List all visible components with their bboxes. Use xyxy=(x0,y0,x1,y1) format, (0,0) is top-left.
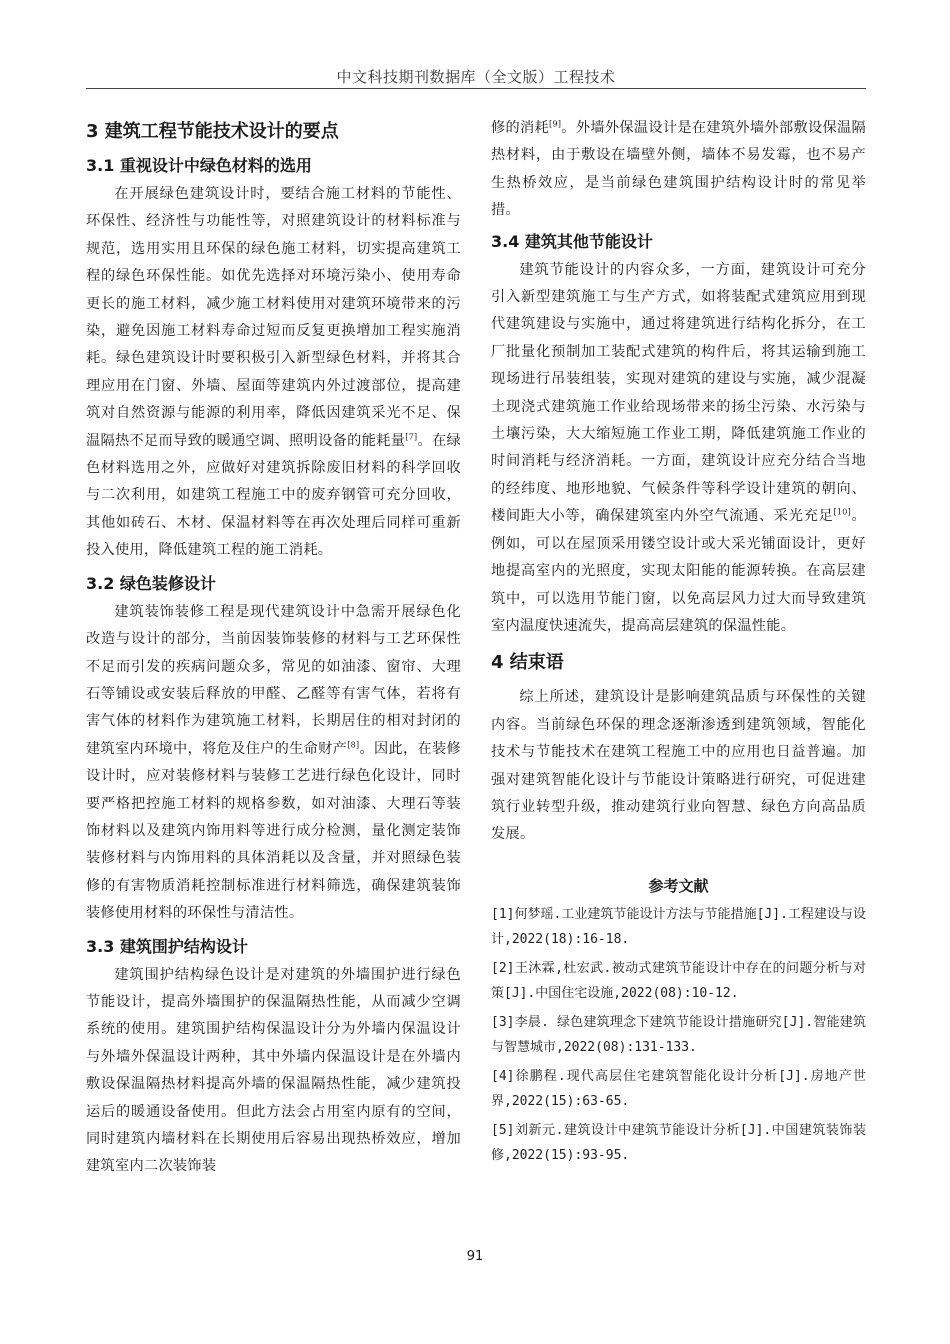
page-number: 91 xyxy=(466,1249,484,1264)
conclusion-paragraph: 综上所述，建筑设计是影响建筑品质与环保性的关键内容。当前绿色环保的理念逐渐渗透到建筑领域，智能化技术与节能技术在建筑工程施工中的应用也日益普遍。加强对建筑智能化设计与节能设计策略进行研究，可促进建筑行业转型升级，推动建筑行业向智慧、绿色方向高品质发展。 xyxy=(491,689,866,843)
section-3-4-text-b: 。例如，可以在屋顶采用镂空设计或大采光铺面设计，更好地提高室内的光照度，实现太阳能的能源转换。在高层建筑中，可以选用节能门窗，以免高层风力过大而导致建筑室内温度快速流失，提高高层建筑的保温性能。 xyxy=(491,508,866,634)
section-3-3-cont-text-a: 修的消耗 xyxy=(491,120,550,136)
citation-7: [7] xyxy=(405,431,418,441)
citation-10: [10] xyxy=(833,507,852,517)
section-3-2-text-a: 建筑装饰装修工程是现代建筑设计中急需开展绿色化改造与设计的部分，当前因装饰装修的材料与工艺环保性不足而引发的疾病问题众多，常见的如油漆、窗帘、大理石等铺设或安装后释放的甲醛、乙醛等有害气体，若将有害气体的材料作为建筑施工材料，长期居住的相对封闭的建筑室内环境中，将危及住户的生命财产 xyxy=(86,603,461,757)
citation-9: [9] xyxy=(549,119,562,129)
reference-item: [1]何梦瑶.工业建筑节能设计方法与节能措施[J].工程建设与设计,2022(18):16-18. xyxy=(491,906,866,947)
section-3-heading: 3 建筑工程节能技术设计的要点 xyxy=(86,121,339,142)
section-4-heading: 4 结束语 xyxy=(491,652,564,674)
reference-item: [2]王沐霖,杜宏武.被动式建筑节能设计中存在的问题分析与对策[J].中国住宅设施,2022(08):10-12. xyxy=(491,960,866,1001)
section-3-3-cont-text-b: 。外墙外保温设计是在建筑外墙外部敷设保温隔热材料，由于敷设在墙壁外侧，墙体不易发霉，也不易产生热桥效应，是当前绿色建筑围护结构设计时的常见举措。 xyxy=(491,120,866,219)
section-3-1-paragraph xyxy=(86,181,461,565)
section-3-3-heading: 3.3 建筑围护结构设计 xyxy=(86,936,248,956)
section-3-4-heading: 3.4 建筑其他节能设计 xyxy=(491,231,653,251)
section-3-3-continued-paragraph xyxy=(491,115,866,225)
citation-8: [8] xyxy=(347,739,360,749)
section-3-2-text-b: 。因此，在装修设计时，应对装修材料与装修工艺进行绿色化设计，同时要严格把控施工材料的规格参数，如对油漆、大理石等装饰材料以及建筑内饰用料等进行成分检测，量化测定装饰装修材料与内饰用料的具体消耗以及含量，并对照绿色装修的有害物质消耗控制标准进行材料筛选，确保建筑装饰装修使用材料的环保性与清洁性。 xyxy=(86,740,461,922)
section-3-2-paragraph xyxy=(86,599,461,928)
reference-item: [5]刘新元.建筑设计中建筑节能设计分析[J].中国建筑装饰装修,2022(15):93-95. xyxy=(491,1122,866,1163)
running-header: 中文科技期刊数据库（全文版）工程技术 xyxy=(336,68,616,86)
section-3-2-heading: 3.2 绿色装修设计 xyxy=(86,573,216,593)
reference-item: [3]李晨. 绿色建筑理念下建筑节能设计措施研究[J].智能建筑与智慧城市,2022(08):131-133. xyxy=(491,1014,866,1055)
section-3-4-text-a: 建筑节能设计的内容众多，一方面，建筑设计可充分引入新型建筑施工与生产方式，如将装配式建筑应用到现代建筑建设与实施中，通过将建筑进行结构化拆分，在工厂批量化预制加工装配式建筑的构件后，将其运输到施工现场进行吊装组装，实现对建筑的建设与实施，减少混凝土现浇式建筑施工作业给现场带来的扬尘污染、水污染与土壤污染，大大缩短施工作业工期，降低建筑施工作业的时间消耗与经济消耗。一方面，建筑设计应充分结合当地的经纬度、地形地貌、气候条件等科学设计建筑的朝向、楼间距大小等，确保建筑室内外空气流通、采光充足 xyxy=(491,261,866,525)
section-3-1-heading: 3.1 重视设计中绿色材料的选用 xyxy=(86,156,312,175)
header-rule xyxy=(86,88,866,89)
references-list xyxy=(491,902,866,1168)
left-column xyxy=(86,115,461,1181)
section-3-3-paragraph: 建筑围护结构绿色设计是对建筑的外墙围护进行绿色节能设计，提高外墙围护的保温隔热性能，从而减少空调系统的使用。建筑围护结构保温设计分为外墙内保温设计与外墙外保温设计两种，其中外墙内保温设计是在外墙内敷设保温隔热材料提高外墙的保温隔热性能，减少建筑投运后的暖通设备使用。但此方法会占用室内原有的空间，同时建筑内墙材料在长期使用后容易出现热桥效应，增加建筑室内二次装饰装 xyxy=(86,966,461,1175)
references-heading: 参考文献 xyxy=(648,876,709,895)
section-3-4-paragraph xyxy=(491,257,866,641)
section-3-1-text-b: 。在绿色材料选用之外，应做好对建筑拆除废旧材料的科学回收与二次利用，如建筑工程施工中的废弃钢管可充分回收，其他如砖石、木材、保温材料等在再次处理后同样可重新投入使用，降低建筑工程的施工消耗。 xyxy=(86,432,461,559)
section-3-1-text-a: 在开展绿色建筑设计时，要结合施工材料的节能性、环保性、经济性与功能性等，对照建筑设计的材料标准与规范，选用实用且环保的绿色施工材料，切实提高建筑工程的绿色环保性能。如优先选择对环境污染小、使用寿命更长的施工材料，减少施工材料使用对建筑环境带来的污染，避免因施工材料寿命过短而反复更换增加工程实施消耗。绿色建筑设计时要积极引入新型绿色材料，并将其合理应用在门窗、外墙、屋面等建筑内外过渡部位，提高建筑对自然资源与能源的利用率，降低因建筑采光不足、保温隔热不足而导致的暖通空调、照明设备的能耗量 xyxy=(86,186,461,449)
reference-item: [4]徐鹏程.现代高层住宅建筑智能化设计分析[J].房地产世界,2022(15):63-65. xyxy=(491,1068,866,1109)
right-column xyxy=(491,115,866,1172)
